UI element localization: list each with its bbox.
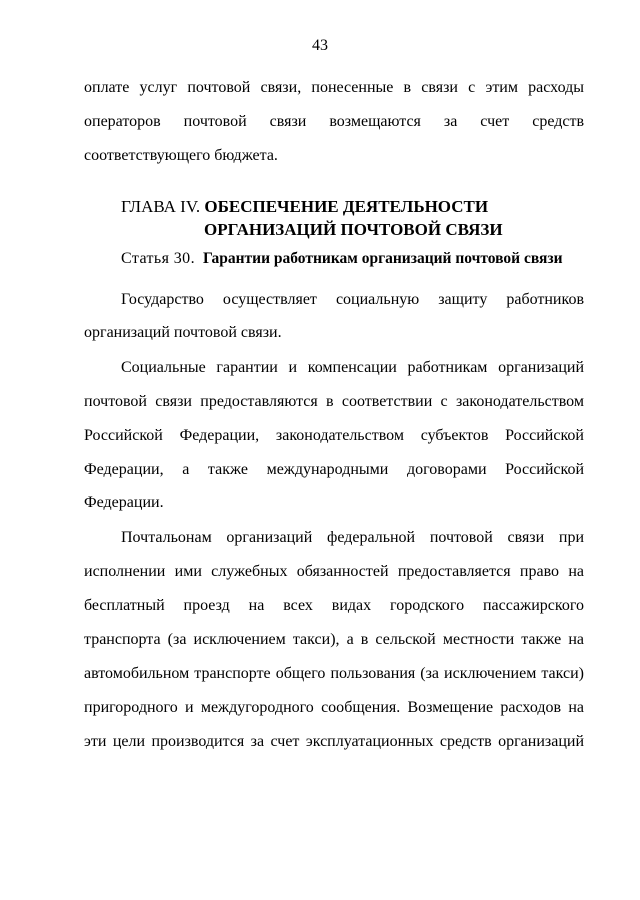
text-line: Федерации. bbox=[84, 494, 164, 511]
chapter-heading bbox=[121, 196, 488, 218]
text-line: операторов почтовой связи возмещаются за счет средств bbox=[84, 113, 584, 130]
text-line: оплате услуг почтовой связи, понесенные в связи с этим расходы bbox=[84, 79, 584, 96]
text-line: пригородного и междугородного сообщения. Возмещение расходов на bbox=[84, 699, 584, 716]
text-line: бесплатный проезд на всех видах городского пассажирского bbox=[84, 597, 584, 614]
article-label: Статья 30. bbox=[121, 250, 195, 267]
text-line: автомобильном транспорте общего пользования (за исключением такси) bbox=[84, 665, 584, 682]
text-line: Социальные гарантии и компенсации работникам организаций bbox=[121, 359, 584, 376]
text-line: Почтальонам организаций федеральной почтовой связи при bbox=[121, 529, 584, 546]
chapter-label: ГЛАВА IV. bbox=[121, 197, 201, 216]
text-line: соответствующего бюджета. bbox=[84, 147, 278, 164]
article-heading bbox=[121, 248, 563, 270]
text-line: Федерации, а также международными договорами Российской bbox=[84, 461, 584, 478]
text-line: Государство осуществляет социальную защиту работников bbox=[121, 291, 584, 308]
text-line: организаций почтовой связи. bbox=[84, 324, 282, 341]
text-line: транспорта (за исключением такси), а в сельской местности также на bbox=[84, 631, 584, 648]
chapter-title-line2: ОРГАНИЗАЦИЙ ПОЧТОВОЙ СВЯЗИ bbox=[204, 220, 503, 239]
page-number: 43 bbox=[312, 37, 328, 54]
chapter-title: ОБЕСПЕЧЕНИЕ ДЕЯТЕЛЬНОСТИ bbox=[204, 197, 489, 216]
text-line: исполнении ими служебных обязанностей предоставляется право на bbox=[84, 563, 584, 580]
text-line: почтовой связи предоставляются в соответствии с законодательством bbox=[84, 393, 584, 410]
text-line: Российской Федерации, законодательством субъектов Российской bbox=[84, 427, 584, 444]
text-line: эти цели производится за счет эксплуатационных средств организаций bbox=[84, 733, 584, 750]
article-title: Гарантии работникам организаций почтовой связи bbox=[202, 250, 563, 267]
